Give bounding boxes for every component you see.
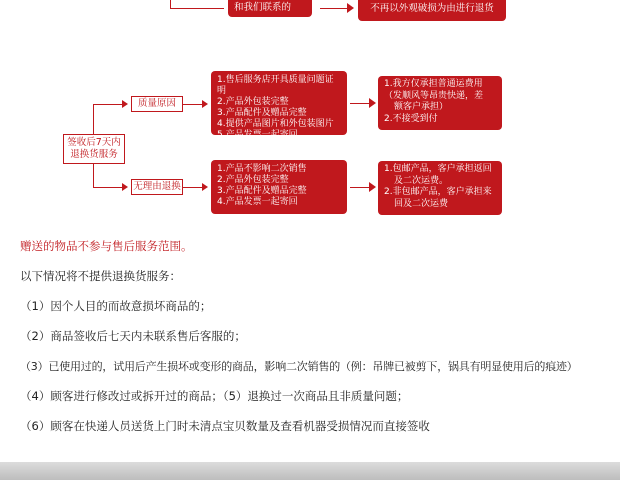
quality-result: （发顺风等昂贵快递，差 (384, 90, 484, 101)
top-condition-box (228, 0, 312, 17)
quality-connector-line (183, 104, 203, 105)
note-item: （6）顾客在快递人员送货上门时未清点宝贝数量及查看机器受损情况而直接签收 (20, 419, 430, 433)
noreason-condition: 2.产品外包装完整 (217, 175, 289, 185)
branch-label-quality (131, 96, 183, 112)
arrow-right-icon (202, 100, 208, 108)
note-item: （3）已使用过的，试用后产生损坏或变形的商品，影响二次销售的（例：吊牌已被剪下，锅具有明显使用后的痕迹） (20, 360, 578, 373)
quality-condition: 1.售后服务店开具质量问题证明 (217, 75, 334, 96)
top-connector-line (170, 0, 171, 8)
noreason-condition: 3.产品配件及赠品完整 (217, 186, 307, 196)
start-node (63, 134, 125, 164)
noreason-result: 回及二次运费 (394, 198, 449, 209)
noreason-result: 及二次运费。 (394, 175, 449, 186)
branch-line-noreason (93, 187, 123, 188)
notes-heading: 以下情况将不提供退换货服务： (20, 269, 181, 283)
footer-bar (0, 462, 620, 480)
top-arrow-line (320, 8, 348, 9)
noreason-condition: 1.产品不影响二次销售 (217, 164, 307, 174)
quality-condition: 5.产品发票一起寄回 (217, 130, 298, 140)
branch-label-noreason (131, 179, 183, 195)
top-condition-label: 和我们联系的 (234, 2, 292, 13)
branch-noreason-text: 无理由退换 (133, 181, 181, 192)
branch-line-up (93, 104, 94, 134)
arrow-right-icon (122, 183, 128, 191)
arrow-right-icon (122, 100, 128, 108)
note-item: （4）顾客进行修改过或拆开过的商品；（5）退换过一次商品且非质量问题； (20, 389, 409, 403)
top-result-box (358, 0, 506, 21)
branch-quality-text: 质量原因 (137, 98, 176, 109)
gift-note: 赠送的物品不参与售后服务范围。 (20, 239, 193, 253)
noreason-result: 1.包邮产品，客户承担返回 (384, 164, 492, 174)
noreason-conditions-box (211, 160, 347, 214)
quality-result-line (350, 103, 370, 104)
quality-condition: 3.产品配件及赠品完整 (217, 108, 307, 118)
quality-condition: 4.提供产品图片和外包装图片 (217, 119, 334, 129)
noreason-connector-line (183, 187, 203, 188)
branch-line-down (93, 164, 94, 187)
quality-condition: 2.产品外包装完整 (217, 97, 289, 107)
note-item: （1）因个人目的而故意损坏商品的； (20, 299, 212, 313)
arrow-right-icon (347, 3, 354, 13)
arrow-right-icon (202, 183, 208, 191)
top-result-text: 不再以外观破损为由进行退货 (370, 3, 494, 14)
top-connector-line (170, 8, 224, 9)
quality-result: 1.我方仅承担普通运费用 (384, 79, 483, 89)
start-node-label: 签收后7天内退换货服务 (67, 137, 121, 160)
arrow-right-icon (369, 182, 376, 192)
quality-result: 额客户承担） (394, 102, 449, 112)
quality-conditions-box (211, 71, 347, 140)
arrow-right-icon (369, 98, 376, 108)
note-item: （2）商品签收后七天内未联系售后客服的； (20, 329, 246, 343)
quality-result: 2.不接受到付 (384, 113, 438, 124)
noreason-result-line (350, 187, 370, 188)
noreason-results-box (378, 161, 502, 215)
noreason-condition: 4.产品发票一起寄回 (217, 197, 298, 207)
noreason-result: 2.非包邮产品，客户承担来 (384, 187, 492, 197)
quality-results-box (378, 76, 502, 130)
branch-line-quality (93, 104, 123, 105)
